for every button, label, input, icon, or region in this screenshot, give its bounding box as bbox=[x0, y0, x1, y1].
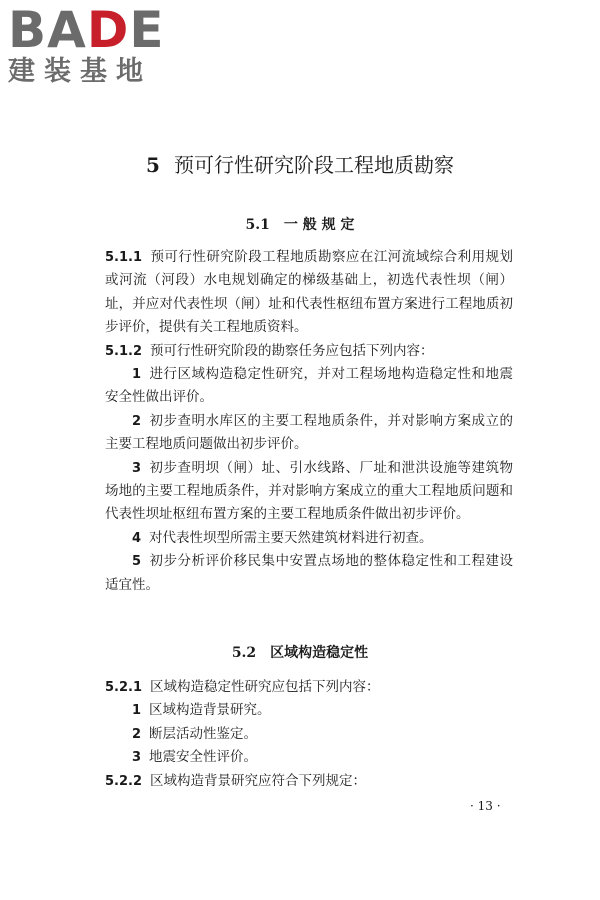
list-item bbox=[105, 723, 513, 746]
clause-paragraph bbox=[105, 676, 513, 699]
item-number: 2 bbox=[132, 726, 142, 742]
paragraph-text: 区域构造背景研究应符合下列规定： bbox=[150, 772, 367, 789]
list-item bbox=[105, 746, 513, 769]
paragraph-text: 预可行性研究阶段工程地质勘察应在江河流域综合利用规划或河流（河段）水电规划确定的梯级基础上，初选代表性坝（闸）址，并应对代表性坝（闸）址和代表性枢纽布置方案进行工程地质初步评价，提供有关工程地质资料。 bbox=[105, 249, 513, 336]
paragraph-text: 断层活动性鉴定。 bbox=[149, 725, 258, 742]
list-item bbox=[105, 457, 513, 527]
section-5-1-body bbox=[105, 246, 513, 597]
paragraph-text: 初步查明坝（闸）址、引水线路、厂址和泄洪设施等建筑物场地的主要工程地质条件，并对影响方案成立的重大工程地质问题和代表性坝址枢纽布置方案的主要工程地质条件做出初步评价。 bbox=[105, 459, 513, 523]
paragraph-text: 对代表性坝型所需主要天然建筑材料进行初查。 bbox=[149, 529, 433, 546]
paragraph-text: 区域构造背景研究。 bbox=[149, 702, 271, 719]
paragraph-text: 初步分析评价移民集中安置点场地的整体稳定性和工程建设适宜性。 bbox=[105, 553, 513, 593]
list-item bbox=[105, 410, 513, 457]
item-number: 1 bbox=[132, 367, 142, 383]
item-number: 3 bbox=[132, 750, 142, 766]
item-number: 2 bbox=[132, 413, 142, 429]
clause-number: 5.2.1 bbox=[105, 680, 143, 695]
section-title-text: 区域构造稳定性 bbox=[270, 645, 369, 661]
paragraph-text: 初步查明水库区的主要工程地质条件，并对影响方案成立的主要工程地质问题做出初步评价。 bbox=[105, 412, 513, 453]
list-item bbox=[105, 527, 513, 550]
clause-number: 5.1.2 bbox=[105, 343, 143, 359]
paragraph-text: 预可行性研究阶段的勘察任务应包括下列内容： bbox=[150, 342, 434, 359]
clause-paragraph bbox=[105, 340, 513, 363]
clause-paragraph bbox=[105, 246, 513, 340]
item-number: 1 bbox=[132, 703, 142, 719]
item-number: 5 bbox=[132, 554, 142, 570]
clause-number: 5.1.1 bbox=[105, 250, 143, 265]
item-number: 3 bbox=[132, 460, 142, 476]
chapter-title-text: 预可行性研究阶段工程地质勘察 bbox=[173, 153, 454, 177]
logo-wordmark: BADE bbox=[8, 1, 165, 59]
clause-number: 5.2.2 bbox=[105, 773, 143, 789]
paragraph-text: 地震安全性评价。 bbox=[149, 749, 258, 766]
section-title-5-2 bbox=[0, 642, 600, 664]
section-title-5-1 bbox=[0, 214, 600, 236]
paragraph-text: 区域构造稳定性研究应包括下列内容： bbox=[150, 679, 380, 695]
section-title-text: 一 般 规 定 bbox=[283, 217, 355, 233]
page-number: · 13 · bbox=[470, 799, 501, 813]
chapter-title bbox=[0, 150, 600, 180]
list-item bbox=[105, 550, 513, 597]
section-number: 5.2 bbox=[231, 645, 257, 661]
list-item bbox=[105, 699, 513, 722]
section-5-2-body bbox=[105, 676, 513, 793]
list-item bbox=[105, 363, 513, 410]
section-number: 5.1 bbox=[245, 217, 270, 233]
clause-paragraph bbox=[105, 770, 513, 793]
logo-chinese-text: 建装基地 bbox=[8, 56, 152, 87]
paragraph-text: 进行区域构造稳定性研究，并对工程场地构造稳定性和地震安全性做出评价。 bbox=[105, 366, 513, 406]
chapter-number: 5 bbox=[146, 153, 160, 177]
publisher-logo bbox=[8, 1, 178, 88]
item-number: 4 bbox=[132, 530, 142, 546]
